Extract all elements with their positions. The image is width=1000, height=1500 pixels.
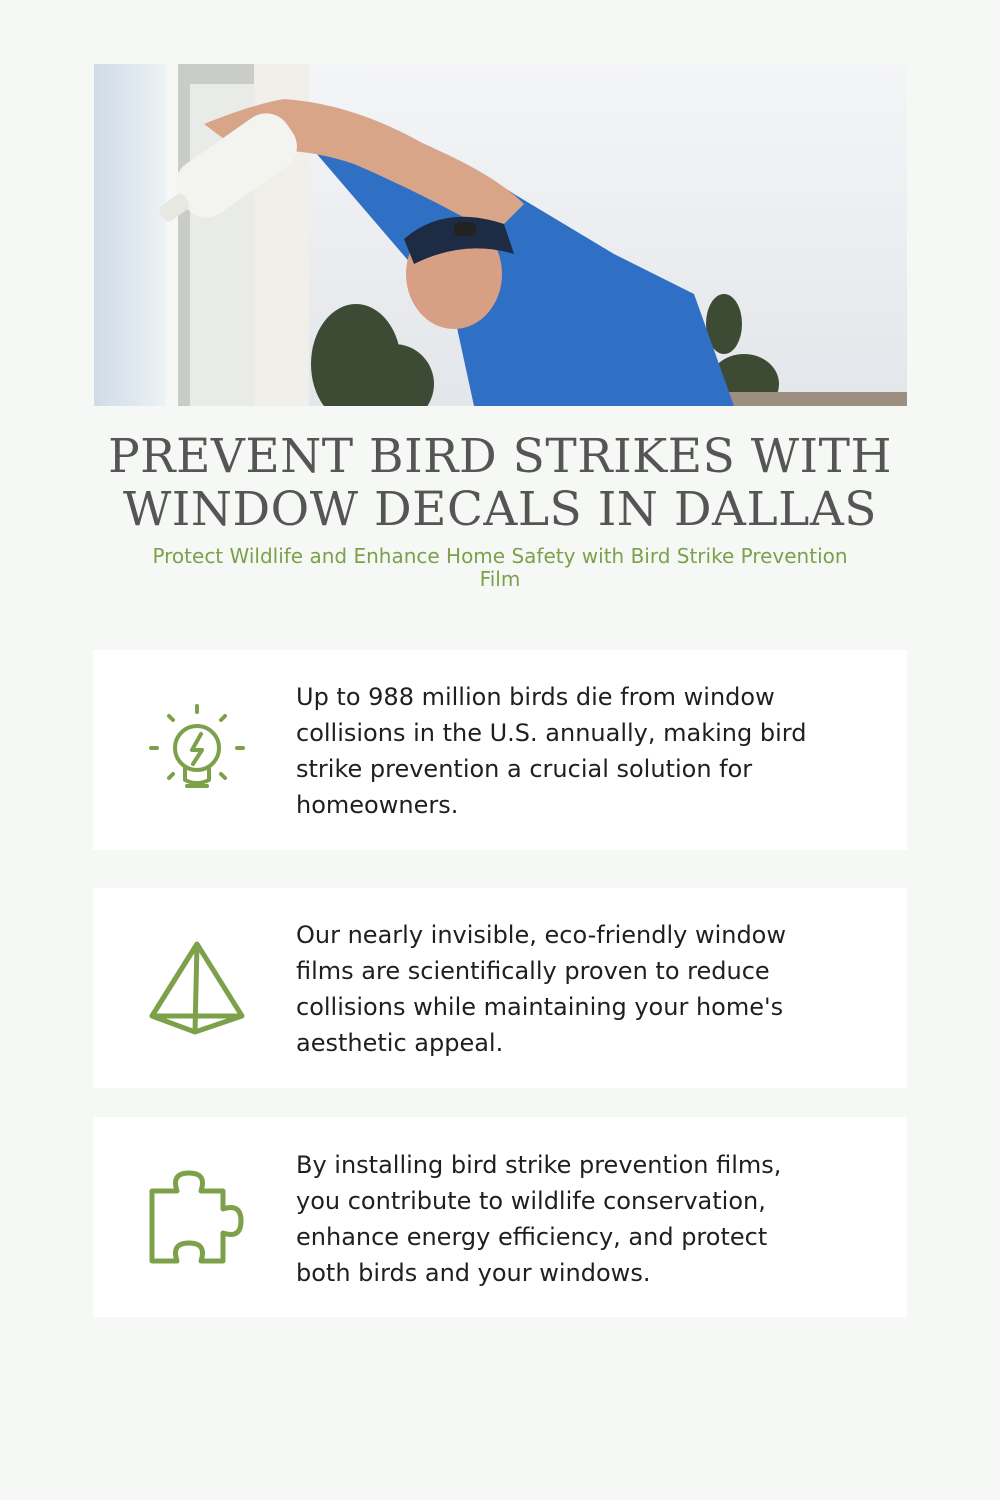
page-subtitle: Protect Wildlife and Enhance Home Safety with Bird Strike Prevention Film: [152, 544, 848, 591]
info-card: [93, 650, 907, 850]
info-card-text: Up to 988 million birds die from window collisions in the U.S. annually, making bird strike prevention a crucial solution for homeowners.: [296, 683, 807, 819]
page-title: PREVENT BIRD STRIKES WITH WINDOW DECALS IN DALLAS: [108, 429, 892, 537]
info-card: [93, 1117, 907, 1317]
info-card-text: By installing bird strike prevention films, you contribute to wildlife conservation, enhance energy efficiency, and protect both birds and your windows.: [296, 1151, 782, 1287]
puzzle-piece-icon: [147, 1169, 247, 1269]
hero-image: [94, 64, 907, 406]
pyramid-icon: [147, 938, 247, 1038]
lightbulb-icon: [147, 700, 247, 800]
info-card: [93, 888, 907, 1088]
info-card-text: Our nearly invisible, eco-friendly window films are scientifically proven to reduce collisions while maintaining your home's aesthetic appeal.: [296, 921, 786, 1057]
